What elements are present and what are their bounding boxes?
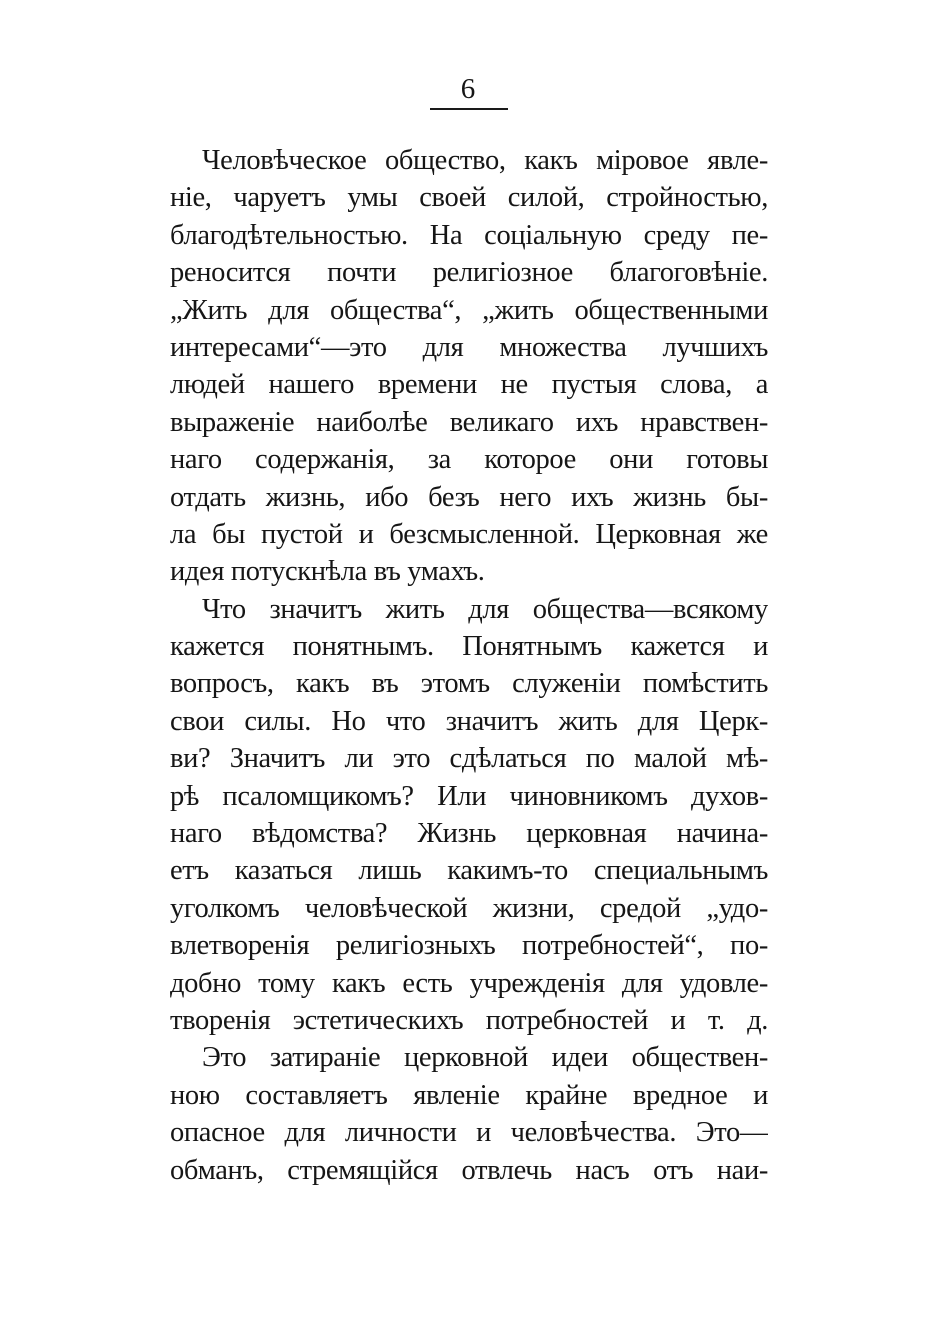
header-rule — [430, 108, 508, 110]
text-line: вопросъ, какъ въ этомъ служеніи помѣстить — [170, 668, 768, 700]
text-line: ною составляетъ явленіе крайне вредное и — [170, 1079, 768, 1111]
text-line: наго вѣдомства? Жизнь церковная начина- — [170, 818, 768, 850]
text-line: интересами“—это для множества лучшихъ — [170, 331, 768, 363]
text-line: ви? Значитъ ли это сдѣлаться по малой мѣ- — [170, 743, 768, 775]
text-line: идея потускнѣла въ умахъ. — [170, 556, 485, 588]
text-line: наго содержанія, за которое они готовы — [170, 444, 768, 476]
text-line: добно тому какъ есть учрежденія для удовле- — [170, 967, 768, 999]
text-line: обманъ, стремящійся отвлечь насъ отъ наи- — [170, 1154, 768, 1186]
paragraph — [170, 1039, 768, 1189]
text-line: благодѣтельностью. На соціальную среду пе- — [170, 219, 768, 251]
text-line: Человѣческое общество, какъ міровое явле- — [202, 145, 768, 176]
text-line: рѣ псаломщикомъ? Или чиновникомъ духов- — [170, 780, 768, 812]
text-line: Что значитъ жить для общества—всякому — [202, 593, 768, 625]
text-line: людей нашего времени не пустыя слова, а — [170, 369, 768, 401]
text-line: отдать жизнь, ибо безъ него ихъ жизнь бы- — [170, 481, 768, 513]
text-line: выраженіе наиболѣе великаго ихъ нравствен- — [170, 406, 768, 438]
text-line: реносится почти религіозное благоговѣніе. — [170, 257, 768, 289]
text-line: уголкомъ человѣческой жизни, средой „удо- — [170, 892, 768, 924]
text-line: Это затираніе церковной идеи обществен- — [202, 1042, 768, 1074]
text-line: опасное для личности и человѣчества. Это— — [170, 1117, 768, 1149]
page-number: 6 — [460, 73, 476, 105]
text-line: ніе, чаруетъ умы своей силой, стройностью, — [170, 182, 768, 214]
body-text — [170, 142, 768, 1189]
text-line: творенія эстетическихъ потребностей и т. д. — [170, 1004, 768, 1036]
text-line: кажется понятнымъ. Понятнымъ кажется и — [170, 631, 768, 663]
paragraph — [170, 591, 768, 1040]
text-line: „Жить для общества“, „жить общественными — [170, 294, 768, 326]
text-line: ла бы пустой и безсмысленной. Церковная же — [170, 518, 768, 550]
text-line: влетворенія религіозныхъ потребностей“, по- — [170, 930, 768, 962]
text-line: етъ казаться лишь какимъ-то специальнымъ — [170, 855, 768, 887]
text-line: свои силы. Но что значитъ жить для Церк- — [170, 705, 768, 737]
paragraph — [170, 142, 768, 591]
